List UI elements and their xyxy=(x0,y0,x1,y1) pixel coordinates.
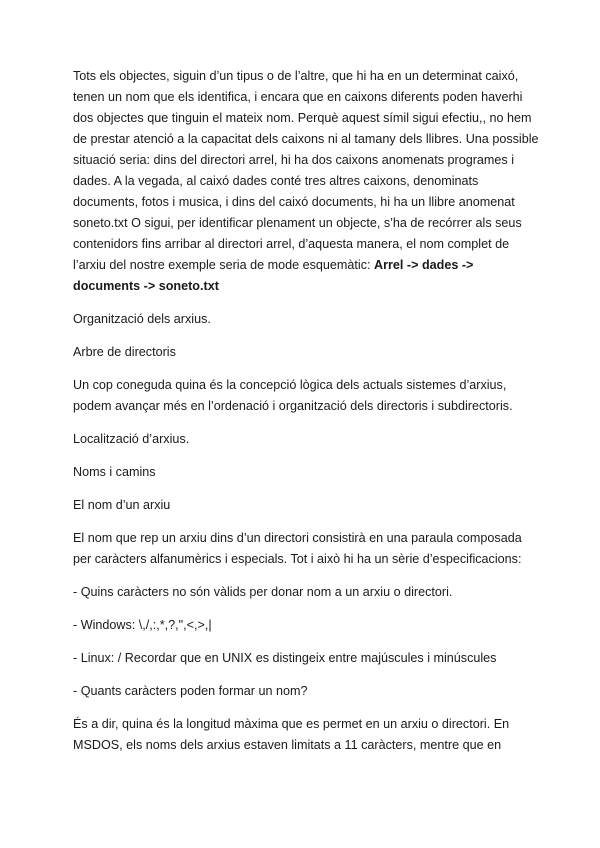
list-item-quins: - Quins caràcters no són vàlids per donar nom a un arxiu o directori. xyxy=(73,585,453,599)
heading-nom: El nom d’un arxiu xyxy=(73,498,171,512)
paragraph-final: És a dir, quina és la longitud màxima que es permet en un arxiu o directori. En MSDOS, els noms dels arxius estaven limitats a 11 caràcters, mentre que en xyxy=(73,717,510,752)
document-page xyxy=(73,66,543,768)
intro-text: Tots els objectes, siguin d’un tipus o de l’altre, que hi ha en un determinat caixó, tenen un nom que els identifica, i encara que en caixons diferents poden haverhi dos objectes que tinguin el mateix nom. Perquè aquest símil sigui efectiu,, no hem de prestar atenció a la capacitat dels caixons ni al tamany dels llibres. Una possible situació seria: dins del directori arrel, hi ha dos caixons anomenats programes i dades. A la vegada, al caixó dades conté tres altres caixons, denominats documents, fotos i musica, i dins del caixó documents, hi ha un llibre anomenat soneto.txt O sigui, per identificar plenament un objecte, s’ha de recórrer als seus contenidors fins arribar al directori arrel, d’aquesta manera, el nom complet de l’arxiu del nostre exemple seria de mode esquemàtic: xyxy=(73,69,539,272)
list-item-windows: - Windows: \,/,:,*,?,",<,>,| xyxy=(73,618,212,632)
heading-localitzacio: Localització d’arxius. xyxy=(73,432,190,446)
intro-paragraph xyxy=(73,66,543,297)
heading-organitzacio: Organització dels arxius. xyxy=(73,312,211,326)
list-item-quants: - Quants caràcters poden formar un nom? xyxy=(73,684,308,698)
heading-arbre: Arbre de directoris xyxy=(73,345,176,359)
list-item-linux: - Linux: / Recordar que en UNIX es distingeix entre majúscules i minúscules xyxy=(73,651,497,665)
paragraph-arbre: Un cop coneguda quina és la concepció lògica dels actuals sistemes d’arxius, podem avançar més en l’ordenació i organització dels directoris i subdirectoris. xyxy=(73,378,513,413)
bold-path: Arrel -> dades -> documents -> soneto.txt xyxy=(73,258,474,293)
paragraph-nom: El nom que rep un arxiu dins d’un directori consistirà en una paraula composada per caràcters alfanumèrics i especials. Tot i això hi ha un sèrie d’especificacions: xyxy=(73,531,522,566)
heading-noms: Noms i camins xyxy=(73,465,156,479)
